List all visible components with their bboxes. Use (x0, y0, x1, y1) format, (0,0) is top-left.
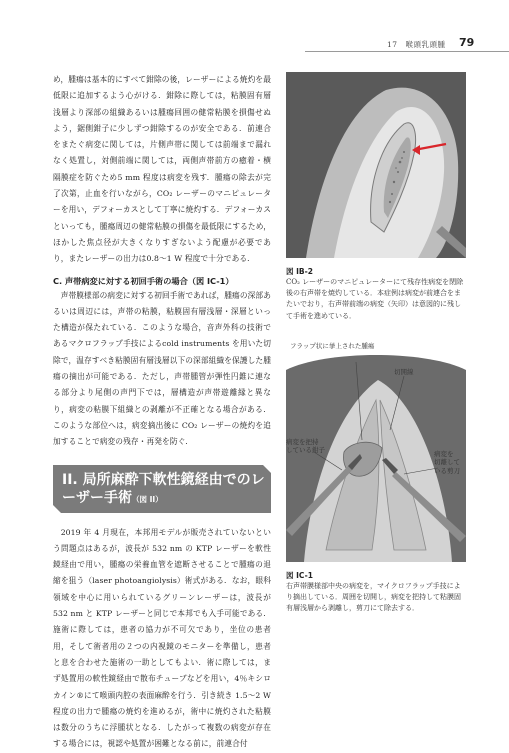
figure-ib2-illustration (286, 72, 466, 258)
section-title (62, 471, 267, 509)
annotation-incision: 切開線 (394, 367, 414, 376)
header-rule (305, 51, 509, 52)
annotation-scissors: 病変を 切離して いる剪刀 (434, 449, 460, 475)
chapter-title: 17 喉頭乳頭腫 (387, 40, 446, 49)
figure-ic1-caption: 右声帯膜様部中央の病変を，マイクロフラップ手技により摘出している．周囲を切開し，病変を把持して粘膜固有層浅層から剥離し，剪刀にて除去する． (286, 581, 461, 613)
page-header (0, 36, 509, 60)
subheading-c: C. 声帯病変に対する初回手術の場合（図 IC-1） (53, 275, 234, 286)
right-figure-column (286, 72, 466, 614)
paragraph-1: め，腫瘍は基本的にすべて鉗除の後，レーザーによる焼灼を最低限に追加するよう心がける．鉗除に際しては，粘膜固有層浅層より深部の組織あるいは腫瘍回囲の健常粘膜を損傷せぬよう，鋸側鉗子に少しずつ鉗除するのが安全である．前連合をまたぐ病変に関しては，片側声帯に関しては前端まで漏れなく処置し，対側前端に関しては，両側声帯前方の癒着・横隔膜症を防ぐため5 mm 程度は病変を残す．腫瘍の除去が完了次第，止血を行いながら，CO₂ レーザーのマニピュレーターを用い，デフォーカスとして丁寧に焼灼する．デフォーカスといっても，腫瘍周辺の健常粘膜の損傷を最低限にするため，ほかした焦点径が大きくなりすぎないよう配慮が必要であり，またレーザーの出力は0.8〜1 W 程度で十分である． (53, 75, 271, 264)
left-text-column (53, 72, 271, 753)
annotation-forceps: 病変を把持 している鉗子 (286, 437, 325, 455)
figure-ib2-label: 図 IB-2 (286, 267, 313, 276)
figure-ic1-label: 図 IC-1 (286, 570, 313, 580)
figure-ib2-caption: CO₂ レーザーのマニピュレーターにて残存性病変を閉除後の右声帯を焼灼している．本症例は病変が前連合をまたいでおり，右声帯前端の病変（矢印）は意図的に残して手術を進めている． (286, 278, 464, 320)
annotation-flap: フラップ状に挙上された腫瘍 (290, 341, 375, 350)
section-fig-ref: （図 II） (132, 494, 163, 504)
page-number: 79 (459, 36, 475, 49)
figure-ib2 (286, 72, 466, 322)
section-banner (53, 465, 271, 513)
figure-ic1 (286, 340, 466, 615)
section-title-text: II. 局所麻酔下軟性鏡経由でのレーザー手術 (62, 471, 265, 506)
paragraph-3: 2019 年 4 月現在，本邦用モデルが販売されていないという問題点はあるが，波長が 532 nm の KTP レーザーを軟性鏡経由で用い，腫瘍の栄養血管を遮断させることで腫瘍の退縮を狙う（laser photoangiolysis）術式がある．なお，眼科領域を中心に用いられているグリーンレーザーは，波長が 532 nm と KTP レーザーと同じで本邦でも入手可能である．施術に際しては，患者の協力が不可欠であり，坐位の患者用，そして術者用の２つの内視鏡のモニターを準備し，患者と息を合わせた施術の一助としてもよい．術に際しては，まず処置用の軟性鏡経由で散布チューブなどを用い，4％キシロカイン®にて喉頭内腔の表面麻酔を行う．引き続き 1.5〜2 W 程度の出力で腫瘍の焼灼を進めるが，術中に焼灼された粘膜は数分のうちに浮腫状となる．したがって複数の病変が存在する場合には，視認や処置が困難となる前に，前連合付 (53, 527, 271, 749)
paragraph-2: 声帯膜様部の病変に対する初回手術であれば，腫瘍の深部あるいは周辺には，声帯の粘膜，粘膜固有層浅層・深層といった構造が保たれている．このような場合，音声外科の技術であるマクロフラップ手技によるcold instruments を用いた切除で，温存すべき粘膜固有層浅層以下の深部組織を保護した腫瘍の摘出が可能である．ただし，声帯腫管が弾性円錐に連なる部分より尾側の声門下では，層構造が声帯遊離縁と異なり，病変の粘膜下組織との剥離が不正確となる場合がある．このような部位へは，病変摘出後に CO₂ レーザーの焼灼を追加することで病変の残存・再発を防ぐ． (53, 290, 271, 447)
